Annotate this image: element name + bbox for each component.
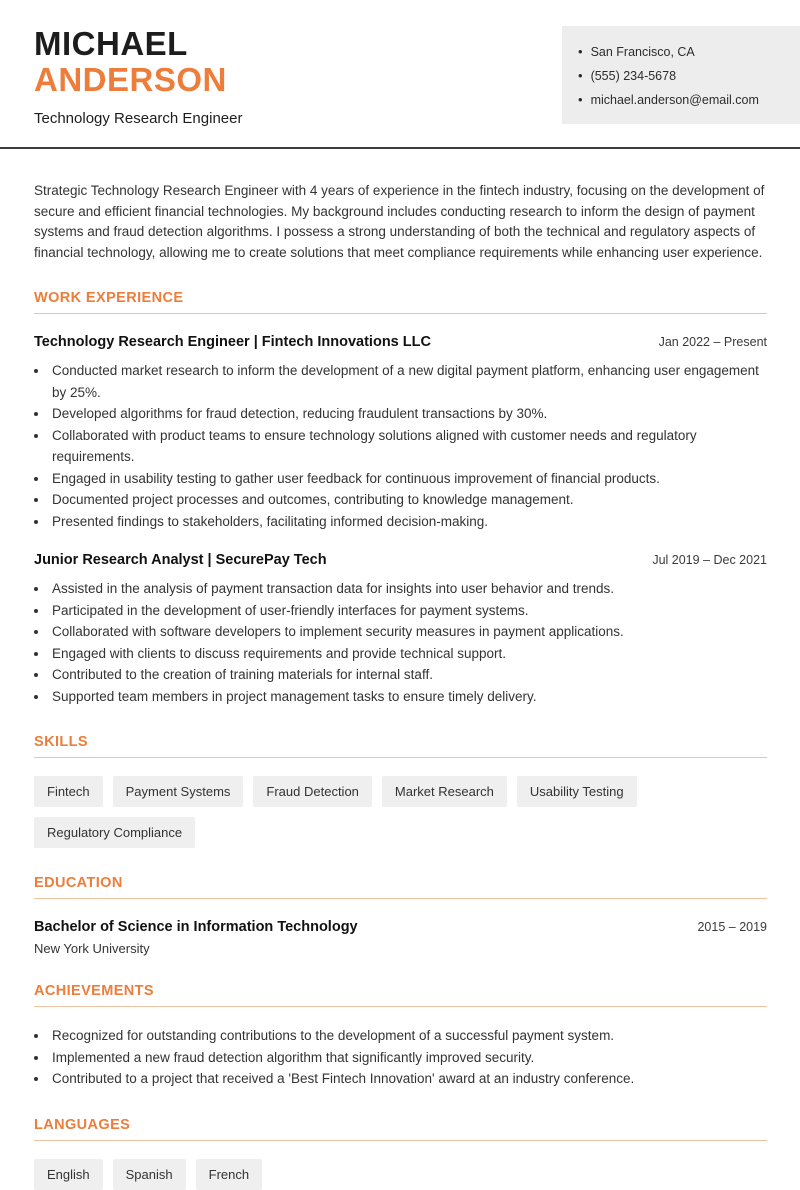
skill-tag: Fintech bbox=[34, 776, 103, 807]
bullet-icon: • bbox=[578, 44, 583, 59]
header-job-title: Technology Research Engineer bbox=[34, 110, 243, 127]
achievements-bullet-list bbox=[34, 1025, 767, 1090]
education-dates: 2015 – 2019 bbox=[697, 920, 767, 934]
bullet-item: • Documented project processes and outcomes, contributing to knowledge management. bbox=[49, 489, 767, 511]
bullet-item: • Collaborated with product teams to ensure technology solutions aligned with customer needs and regulatory requirements. bbox=[49, 425, 767, 468]
section-achievements bbox=[34, 983, 767, 1090]
job-bullet-list bbox=[34, 578, 767, 707]
section-heading-skills: SKILLS bbox=[34, 734, 767, 758]
languages-tag-row bbox=[34, 1159, 767, 1190]
section-education bbox=[34, 875, 767, 956]
skill-tag: Fraud Detection bbox=[253, 776, 372, 807]
job-bullet-list bbox=[34, 360, 767, 532]
job-dates: Jan 2022 – Present bbox=[658, 335, 767, 349]
last-name: ANDERSON bbox=[34, 61, 227, 98]
language-tag: French bbox=[196, 1159, 262, 1190]
language-tag: Spanish bbox=[113, 1159, 186, 1190]
skill-tag: Usability Testing bbox=[517, 776, 637, 807]
section-heading-work: WORK EXPERIENCE bbox=[34, 290, 767, 314]
header-divider bbox=[0, 147, 800, 149]
section-skills bbox=[34, 734, 767, 848]
first-name: MICHAEL bbox=[34, 25, 188, 62]
section-heading-achievements: ACHIEVEMENTS bbox=[34, 983, 767, 1007]
education-entry bbox=[34, 919, 767, 935]
section-heading-education: EDUCATION bbox=[34, 875, 767, 899]
language-tag: English bbox=[34, 1159, 103, 1190]
bullet-item: • Developed algorithms for fraud detection, reducing fraudulent transactions by 30%. bbox=[49, 403, 767, 425]
job-header bbox=[34, 334, 767, 350]
bullet-item: • Conducted market research to inform the development of a new digital payment platform, enhancing user engagement by 25%. bbox=[49, 360, 767, 403]
bullet-item: • Assisted in the analysis of payment transaction data for insights into user behavior and trends. bbox=[49, 578, 767, 600]
bullet-item: • Presented findings to stakeholders, facilitating informed decision-making. bbox=[49, 511, 767, 533]
job-title: Junior Research Analyst | SecurePay Tech bbox=[34, 552, 327, 568]
job-entry bbox=[34, 552, 767, 707]
bullet-item: • Engaged in usability testing to gather user feedback for continuous improvement of financial products. bbox=[49, 468, 767, 490]
job-dates: Jul 2019 – Dec 2021 bbox=[652, 553, 767, 567]
bullet-item: • Contributed to the creation of training materials for internal staff. bbox=[49, 664, 767, 686]
contact-phone-text: (555) 234-5678 bbox=[590, 69, 677, 83]
section-work-experience bbox=[34, 290, 767, 707]
bullet-icon: • bbox=[578, 68, 583, 83]
contact-location bbox=[578, 40, 784, 64]
contact-box bbox=[562, 26, 800, 124]
name-block bbox=[34, 26, 242, 127]
skill-tag: Market Research bbox=[382, 776, 507, 807]
bullet-item: • Contributed to a project that received a 'Best Fintech Innovation' award at an industry conference. bbox=[49, 1068, 767, 1090]
skills-tag-row bbox=[34, 776, 767, 848]
job-header bbox=[34, 552, 767, 568]
contact-email bbox=[578, 88, 784, 112]
skill-tag: Regulatory Compliance bbox=[34, 817, 195, 848]
bullet-item: • Recognized for outstanding contributions to the development of a successful payment system. bbox=[49, 1025, 767, 1047]
contact-location-text: San Francisco, CA bbox=[590, 45, 695, 59]
education-school: New York University bbox=[34, 941, 150, 956]
bullet-item: • Engaged with clients to discuss requirements and provide technical support. bbox=[49, 643, 767, 665]
skill-tag: Payment Systems bbox=[113, 776, 244, 807]
bullet-item: • Collaborated with software developers to implement security measures in payment applications. bbox=[49, 621, 767, 643]
resume-content bbox=[0, 181, 800, 1190]
bullet-icon: • bbox=[578, 92, 583, 107]
section-heading-languages: LANGUAGES bbox=[34, 1117, 767, 1141]
job-entry bbox=[34, 334, 767, 532]
contact-email-text: michael.anderson@email.com bbox=[590, 93, 759, 107]
contact-phone bbox=[578, 64, 784, 88]
bullet-item: • Implemented a new fraud detection algorithm that significantly improved security. bbox=[49, 1047, 767, 1069]
resume-header bbox=[0, 0, 800, 127]
section-languages bbox=[34, 1117, 767, 1190]
summary-paragraph: Strategic Technology Research Engineer with 4 years of experience in the fintech industry, focusing on the development of secure and efficient financial technologies. My background includes conducting research to inform the design of payment systems and fraud detection algorithms. I possess a strong understanding of both the technical and regulatory aspects of financial technology, allowing me to create solutions that meet compliance requirements while enhancing user experience. bbox=[34, 183, 765, 260]
education-degree: Bachelor of Science in Information Technology bbox=[34, 919, 358, 935]
job-title: Technology Research Engineer | Fintech Innovations LLC bbox=[34, 334, 431, 350]
bullet-item: • Participated in the development of user-friendly interfaces for payment systems. bbox=[49, 600, 767, 622]
bullet-item: • Supported team members in project management tasks to ensure timely delivery. bbox=[49, 686, 767, 708]
